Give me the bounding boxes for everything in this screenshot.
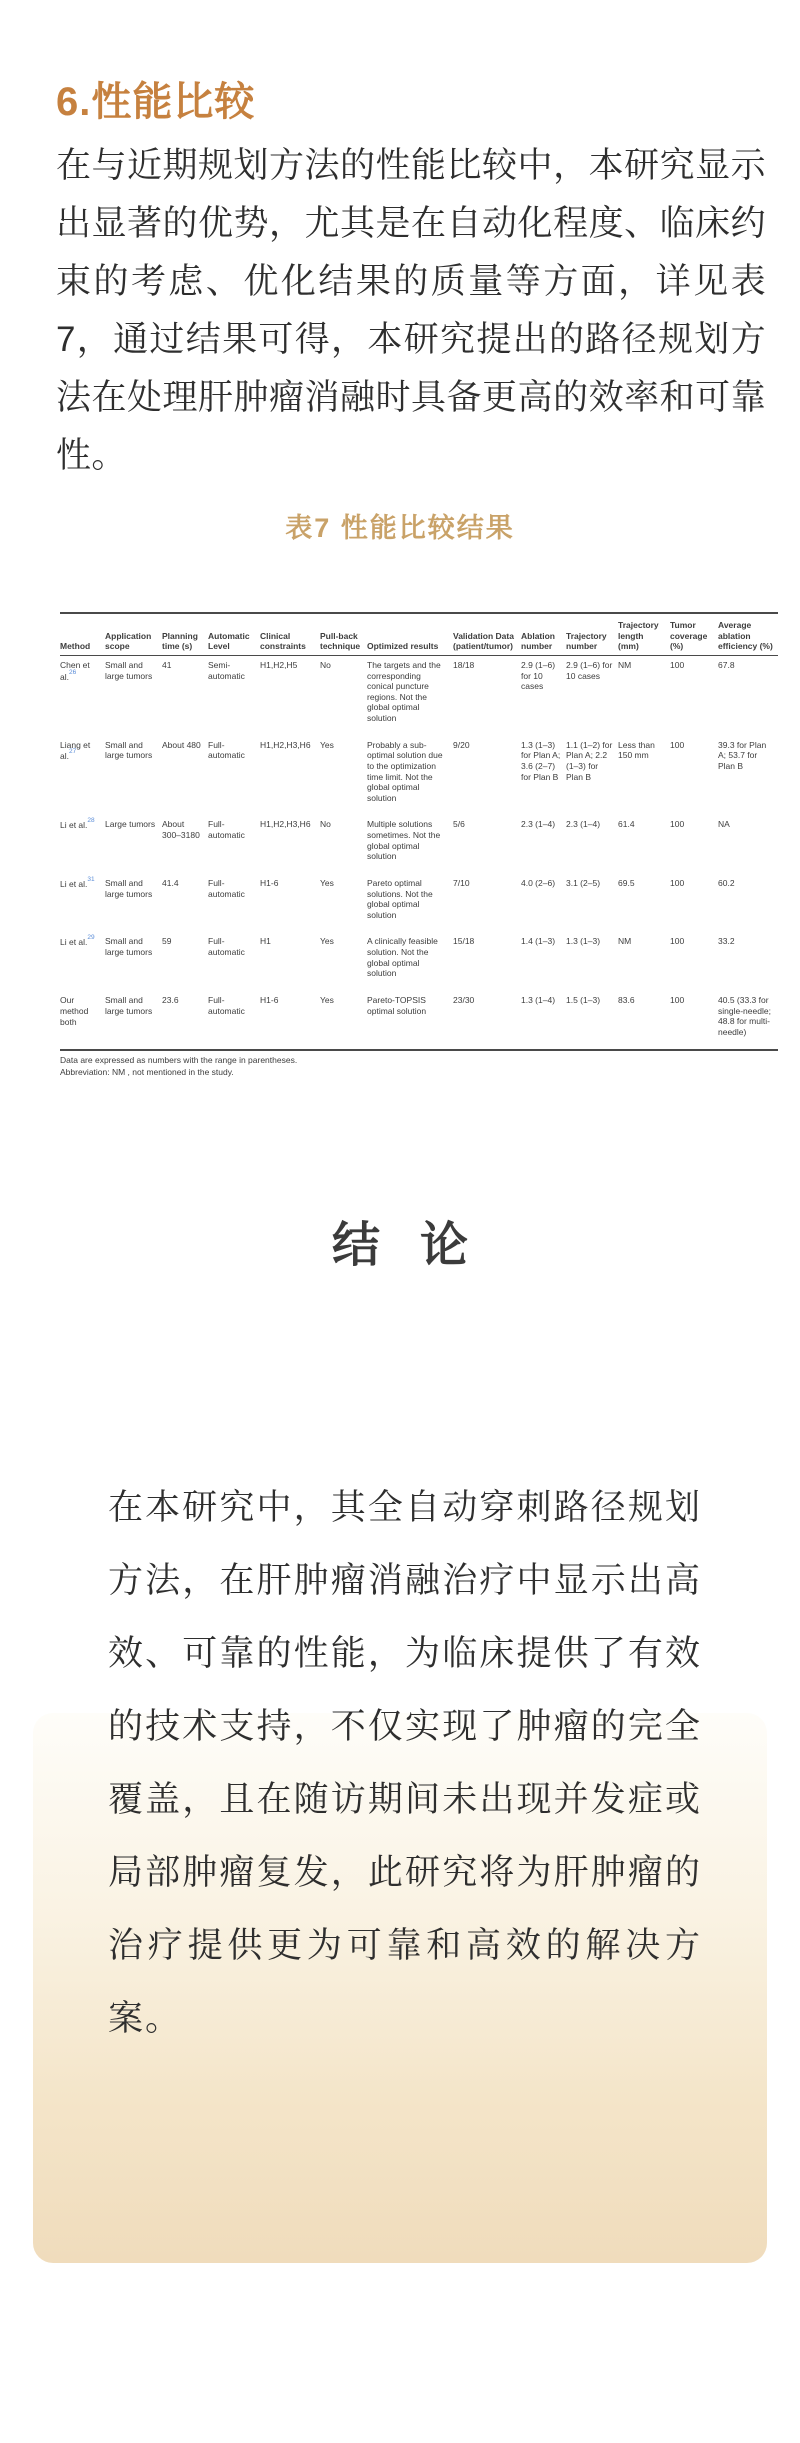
citation-ref: 28 xyxy=(87,817,95,825)
table-cell: Full-automatic xyxy=(208,819,245,840)
table-row xyxy=(60,991,778,1051)
table-cell: Small and large tumors xyxy=(105,994,153,1016)
table-cell: Full-automatic xyxy=(208,936,245,957)
table-cell: Yes xyxy=(320,877,334,888)
table-cell: 5/6 xyxy=(453,819,465,830)
table-cell: 83.6 xyxy=(618,994,635,1005)
table-cell: 1.1 (1–2) for Plan A; 2.2 (1–3) for Plan B xyxy=(566,739,613,782)
table-cell: 40.5 (33.3 for single-needle; 48.8 for multi-needle) xyxy=(718,994,771,1037)
table-cell: 3.1 (2–5) xyxy=(566,877,601,888)
table-cell: 2.9 (1–6) for 10 cases xyxy=(521,659,556,692)
table-cell: 1.3 (1–3) xyxy=(566,936,601,947)
table-cell: 100 xyxy=(670,659,685,670)
table-header-row xyxy=(60,613,778,655)
table-cell: Yes xyxy=(320,936,334,947)
method-cell: Li et al.$^{28}$ xyxy=(60,817,95,831)
table-cell: 1.4 (1–3) xyxy=(521,936,556,947)
table-cell: 100 xyxy=(670,819,685,830)
col-header-trajectory-length: Trajectory length (mm) xyxy=(618,613,670,655)
table-cell: Pareto optimal solutions. Not the global optimal solution xyxy=(367,877,433,920)
col-header-automatic-level: Automatic Level xyxy=(208,613,260,655)
method-cell: Liang et al.$^{27}$ xyxy=(60,739,91,762)
table-cell: About 480 xyxy=(162,739,201,750)
table-cell: The targets and the corresponding conical puncture regions. Not the global optimal solution xyxy=(367,659,441,723)
table-cell: 2.9 (1–6) for 10 cases xyxy=(566,659,613,681)
table-cell: 15/18 xyxy=(453,936,475,947)
table-cell: A clinically feasible solution. Not the global optimal solution xyxy=(367,936,438,979)
table-cell: No xyxy=(320,659,331,670)
table-cell: Less than 150 mm xyxy=(618,739,655,761)
table-footnotes xyxy=(60,1055,766,1078)
table-cell: Small and large tumors xyxy=(105,659,153,681)
table-row xyxy=(60,655,778,735)
method-cell: Li et al.$^{29}$ xyxy=(60,934,95,948)
table-cell: 1.3 (1–3) for Plan A; 3.6 (2–7) for Plan B xyxy=(521,739,561,782)
table-cell: 2.3 (1–4) xyxy=(521,819,556,830)
citation-ref: 26 xyxy=(68,668,77,676)
table-row xyxy=(60,932,778,991)
table-cell: 60.2 xyxy=(718,877,735,888)
table-cell: 2.3 (1–4) xyxy=(566,819,601,830)
comparison-table-block xyxy=(60,612,773,1078)
table-row xyxy=(60,874,778,933)
table-cell: Small and large tumors xyxy=(105,739,153,761)
table-cell: NM xyxy=(618,936,632,947)
table-cell: Yes xyxy=(320,994,334,1005)
col-header-pull-back: Pull-back technique xyxy=(320,613,367,655)
col-header-validation-data: Validation Data (patient/tumor) xyxy=(453,613,521,655)
col-header-optimized-results: Optimized results xyxy=(367,613,453,655)
col-header-ablation-number: Ablation number xyxy=(521,613,566,655)
table-cell: 7/10 xyxy=(453,877,470,888)
table-caption: 表7 性能比较结果 xyxy=(285,513,515,543)
table-cell: 23.6 xyxy=(162,994,179,1005)
citation-ref: 31 xyxy=(87,875,95,883)
conclusion-heading: 结 论 xyxy=(331,1219,482,1272)
table-cell: H1-6 xyxy=(260,877,279,888)
table-cell: 59 xyxy=(162,936,172,947)
table-row xyxy=(60,736,778,816)
table-cell: 100 xyxy=(670,936,685,947)
table-cell: 39.3 for Plan A; 53.7 for Plan B xyxy=(718,739,767,771)
table-cell: H1,H2,H3,H6 xyxy=(260,819,311,830)
section-heading: 6.性能比较 xyxy=(56,80,256,125)
table-cell: 67.8 xyxy=(718,659,735,670)
table-cell: Full-automatic xyxy=(208,739,245,761)
table-cell: No xyxy=(320,819,331,830)
method-cell: Chen et al.$^{26}$ xyxy=(60,659,90,682)
table-cell: H1,H2,H3,H6 xyxy=(260,739,311,750)
table-cell: Probably a sub-optimal solution due to the optimization time limit. Not the global optimal solution xyxy=(367,739,443,803)
table-cell: Multiple solutions sometimes. Not the global optimal solution xyxy=(367,819,441,862)
table-cell: NA xyxy=(718,819,730,830)
table-cell: Small and large tumors xyxy=(105,877,153,899)
table-cell: 1.3 (1–4) xyxy=(521,994,556,1005)
table-cell: Small and large tumors xyxy=(105,936,153,957)
intro-paragraph: 在与近期规划方法的性能比较中，本研究显示出显著的优势，尤其是在自动化程度、临床约束的考虑、优化结果的质量等方面，详见表7，通过结果可得，本研究提出的路径规划方法在处理肝肿瘤消融时具备更高的效率和可靠性。 xyxy=(56,146,766,475)
table-cell: About 300–3180 xyxy=(162,819,200,840)
table-cell: Yes xyxy=(320,739,334,750)
table-cell: H1 xyxy=(260,936,271,947)
citation-ref: 27 xyxy=(68,748,77,756)
table-cell: 61.4 xyxy=(618,819,635,830)
table-cell: 41 xyxy=(162,659,172,670)
table-cell: 33.2 xyxy=(718,936,735,947)
table-cell: 18/18 xyxy=(453,659,475,670)
col-header-method: Method xyxy=(60,613,105,655)
table-cell: 4.0 (2–6) xyxy=(521,877,556,888)
col-header-planning-time: Planning time (s) xyxy=(162,613,208,655)
col-header-clinical-constraints: Clinical constraints xyxy=(260,613,320,655)
table-cell: 1.5 (1–3) xyxy=(566,994,601,1005)
table-cell: Pareto-TOPSIS optimal solution xyxy=(367,994,427,1016)
table-cell: 41.4 xyxy=(162,877,179,888)
table-cell: 100 xyxy=(670,994,685,1005)
comparison-table xyxy=(60,612,778,1051)
footnote-abbreviation: Abbreviation: NM , not mentioned in the study. xyxy=(60,1066,234,1077)
table-cell: Large tumors xyxy=(105,819,156,830)
col-header-trajectory-number: Trajectory number xyxy=(566,613,618,655)
table-cell: 9/20 xyxy=(453,739,470,750)
conclusion-paragraph: 在本研究中，其全自动穿刺路径规划方法，在肝肿瘤消融治疗中显示出高效、可靠的性能，为临床提供了有效的技术支持，不仅实现了肿瘤的完全覆盖，且在随访期间未出现并发症或局部肿瘤复发，此研究将为肝肿瘤的治疗提供更为可靠和高效的解决方案。 xyxy=(108,1488,702,2038)
col-header-tumor-coverage: Tumor coverage (%) xyxy=(670,613,718,655)
table-cell: H1,H2,H5 xyxy=(260,659,298,670)
table-cell: Semi-automatic xyxy=(208,659,245,681)
col-header-application-scope: Application scope xyxy=(105,613,162,655)
method-cell: Li et al.$^{31}$ xyxy=(60,875,95,889)
table-cell: 100 xyxy=(670,877,685,888)
method-cell: Our method both xyxy=(60,994,89,1027)
table-cell: Full-automatic xyxy=(208,877,245,899)
table-cell: 23/30 xyxy=(453,994,475,1005)
table-row xyxy=(60,815,778,874)
table-cell: H1-6 xyxy=(260,994,279,1005)
table-cell: NM xyxy=(618,659,632,670)
footnote-data-format: Data are expressed as numbers with the range in parentheses. xyxy=(60,1055,298,1066)
citation-ref: 29 xyxy=(87,934,95,942)
table-cell: 100 xyxy=(670,739,685,750)
table-cell: 69.5 xyxy=(618,877,635,888)
col-header-avg-ablation-efficiency: Average ablation efficiency (%) xyxy=(718,613,778,655)
table-cell: Full-automatic xyxy=(208,994,245,1016)
